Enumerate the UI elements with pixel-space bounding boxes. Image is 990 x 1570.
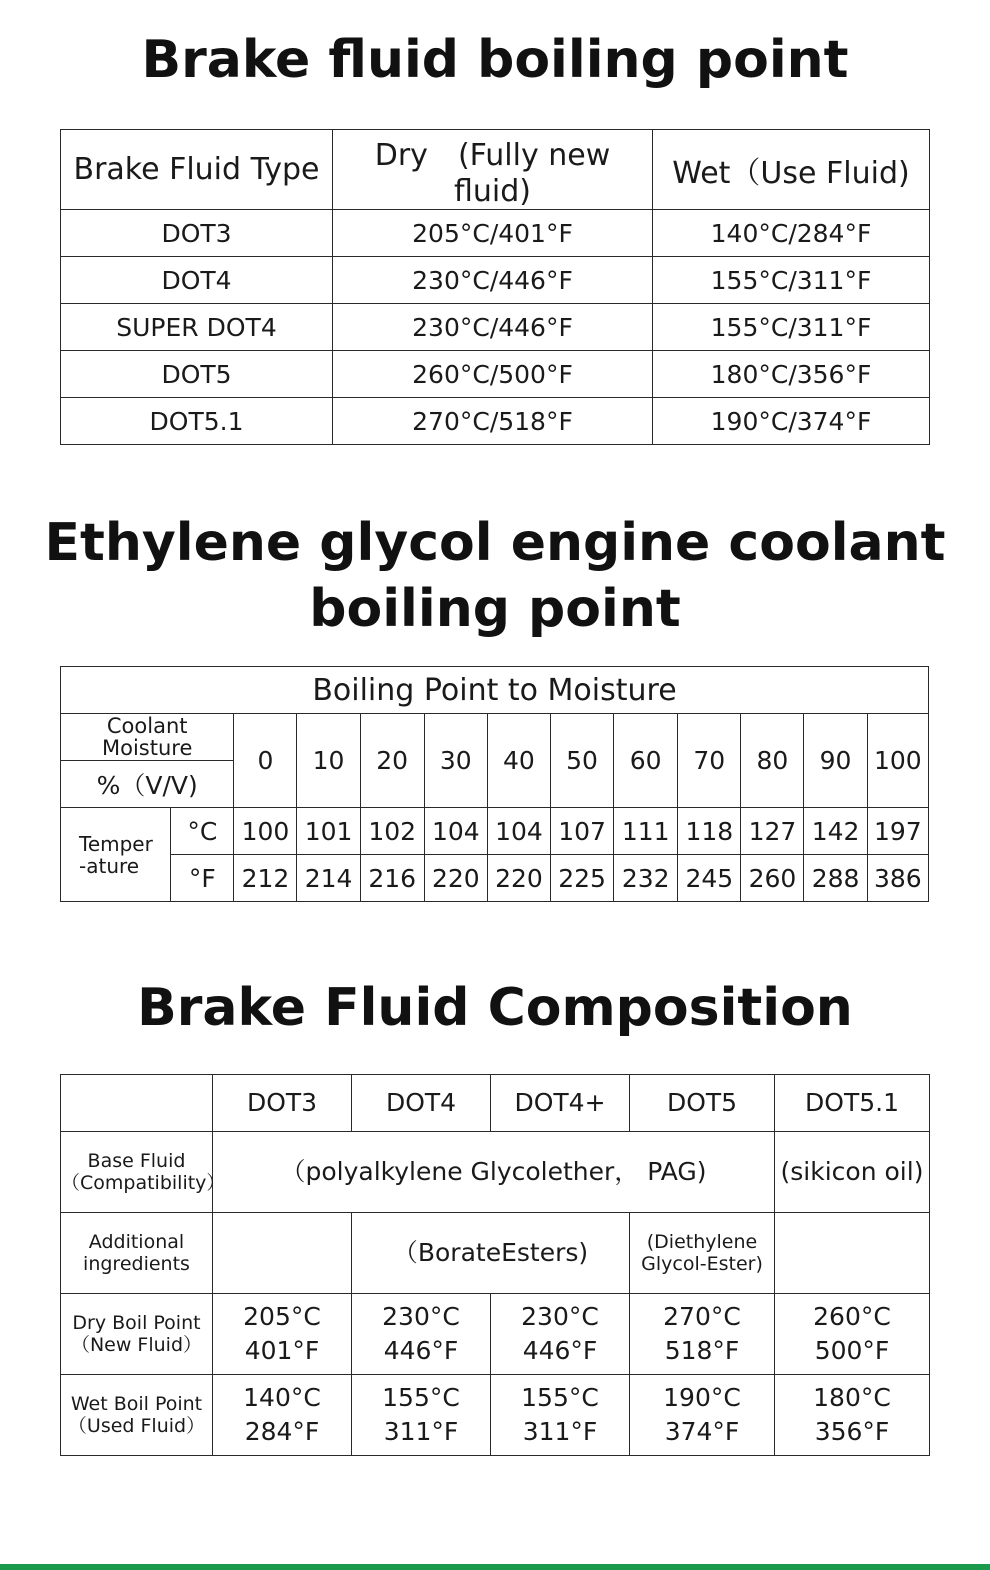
fahrenheit-cell: 232 [614,855,678,902]
table-row [61,1213,930,1294]
base-fluid-pag-cell: （polyalkylene Glycolether， PAG) [213,1132,775,1213]
wet-label-line1: Wet Boil Point [70,1393,203,1415]
dry-f-value: 446°F [522,1336,598,1365]
coolant-boiling-point-table [60,666,929,902]
fahrenheit-cell: 260 [741,855,804,902]
dry-value-cell [213,1294,352,1375]
table-row [61,1375,930,1456]
dry-value-cell: 230°C/446°F [333,257,653,304]
diethylene-line2: Glycol-Ester) [641,1253,763,1275]
column-header: DOT3 [213,1075,352,1132]
brake-fluid-boiling-point-title: Brake fluid boiling point [141,30,849,90]
table-row [61,1132,930,1213]
brake-fluid-composition-title: Brake Fluid Composition [137,978,853,1038]
dry-value-cell [491,1294,630,1375]
column-header: DOT4+ [491,1075,630,1132]
table-row [61,257,930,304]
celsius-cell: 100 [234,808,297,855]
boiling-point-to-moisture-header: Boiling Point to Moisture [61,667,929,714]
wet-label-line2: （Used Fluid） [67,1415,206,1437]
coolant-title-line2: boiling point [309,579,681,639]
column-header: DOT5.1 [775,1075,930,1132]
fahrenheit-cell: 245 [678,855,741,902]
base-fluid-label-line2: （Compatibility） [61,1172,226,1194]
celsius-unit: °C [171,808,234,855]
fluid-type-cell: SUPER DOT4 [61,304,333,351]
celsius-cell: 101 [297,808,360,855]
fahrenheit-unit: °F [171,855,234,902]
dry-f-value: 518°F [664,1336,740,1365]
wet-c-value: 180°C [813,1383,891,1412]
wet-c-value: 140°C [243,1383,321,1412]
wet-c-value: 155°C [521,1383,599,1412]
table-row [61,398,930,445]
fahrenheit-cell: 214 [297,855,360,902]
dry-c-value: 230°C [382,1302,460,1331]
moisture-cell: 30 [424,714,487,808]
celsius-cell: 104 [424,808,487,855]
coolant-moisture-label [61,714,234,761]
wet-value-cell: 155°C/311°F [653,257,930,304]
celsius-cell: 102 [360,808,424,855]
moisture-cell: 40 [487,714,550,808]
dry-f-value: 500°F [814,1336,890,1365]
celsius-cell: 197 [867,808,928,855]
moisture-cell: 20 [360,714,424,808]
celsius-cell: 127 [741,808,804,855]
table-row [61,351,930,398]
table-row [61,808,929,855]
fahrenheit-cell: 212 [234,855,297,902]
celsius-cell: 111 [614,808,678,855]
base-fluid-silicon-cell: (sikicon oil) [775,1132,930,1213]
wet-value-cell [213,1375,352,1456]
dry-f-value: 401°F [244,1336,320,1365]
table-row [61,714,929,761]
dry-c-value: 270°C [663,1302,741,1331]
table-header-row [61,130,930,210]
table-header-row [61,1075,930,1132]
dry-value-cell: 260°C/500°F [333,351,653,398]
table-row [61,304,930,351]
wet-value-cell: 180°C/356°F [653,351,930,398]
moisture-cell: 80 [741,714,804,808]
table-header-row [61,667,929,714]
additional-label-line2: ingredients [83,1253,190,1275]
header-cell: Wet（Use Fluid) [653,130,930,210]
header-cell: Dry (Fully new fluid) [333,130,653,210]
bottom-accent-line [0,1564,990,1570]
wet-value-cell [630,1375,775,1456]
column-header: DOT4 [352,1075,491,1132]
dry-value-cell [352,1294,491,1375]
empty-cell [775,1213,930,1294]
brake-fluid-composition-table [60,1074,930,1456]
dry-value-cell: 270°C/518°F [333,398,653,445]
moisture-cell: 10 [297,714,360,808]
dry-c-value: 260°C [813,1302,891,1331]
empty-cell [213,1213,352,1294]
celsius-cell: 142 [804,808,867,855]
fahrenheit-cell: 386 [867,855,928,902]
coolant-label-line1: Coolant [106,714,188,738]
wet-value-cell: 140°C/284°F [653,210,930,257]
column-header: DOT5 [630,1075,775,1132]
diethylene-line1: (Diethylene [646,1231,758,1253]
moisture-cell: 70 [678,714,741,808]
fahrenheit-cell: 220 [487,855,550,902]
dry-label-line2: （New Fluid） [70,1334,203,1356]
wet-c-value: 155°C [382,1383,460,1412]
dry-value-cell [775,1294,930,1375]
wet-value-cell: 155°C/311°F [653,304,930,351]
coolant-boiling-point-title [0,510,990,642]
wet-f-value: 374°F [664,1417,740,1446]
header-cell: Brake Fluid Type [61,130,333,210]
temp-label-line2: -ature [79,853,140,878]
wet-f-value: 311°F [383,1417,459,1446]
unit-label: %（V/V) [61,761,234,808]
diethylene-cell [630,1213,775,1294]
dry-value-cell: 205°C/401°F [333,210,653,257]
dry-f-value: 446°F [383,1336,459,1365]
moisture-cell: 0 [234,714,297,808]
wet-value-cell [352,1375,491,1456]
wet-f-value: 284°F [244,1417,320,1446]
wet-value-cell: 190°C/374°F [653,398,930,445]
dry-label-line1: Dry Boil Point [72,1312,201,1334]
table-row [61,1294,930,1375]
wet-c-value: 190°C [663,1383,741,1412]
wet-value-cell [491,1375,630,1456]
wet-f-value: 356°F [814,1417,890,1446]
fahrenheit-cell: 225 [550,855,613,902]
base-fluid-label [61,1132,226,1213]
wet-boil-point-label [61,1375,213,1456]
fluid-type-cell: DOT3 [61,210,333,257]
fluid-type-cell: DOT4 [61,257,333,304]
fahrenheit-cell: 288 [804,855,867,902]
celsius-cell: 118 [678,808,741,855]
fahrenheit-cell: 220 [424,855,487,902]
moisture-cell: 90 [804,714,867,808]
celsius-cell: 104 [487,808,550,855]
additional-ingredients-label [61,1213,213,1294]
moisture-cell: 50 [550,714,613,808]
moisture-cell: 100 [867,714,928,808]
base-fluid-label-line1: Base Fluid [87,1150,186,1172]
wet-value-cell [775,1375,930,1456]
coolant-label-line2: Moisture [101,736,193,760]
dry-value-cell [630,1294,775,1375]
additional-label-line1: Additional [88,1231,185,1253]
coolant-title-line1: Ethylene glycol engine coolant [44,513,946,573]
temp-label-line1: Temper [79,831,153,856]
brake-fluid-boiling-point-table [60,129,930,445]
dry-c-value: 205°C [243,1302,321,1331]
dry-boil-point-label [61,1294,213,1375]
celsius-cell: 107 [550,808,613,855]
fluid-type-cell: DOT5.1 [61,398,333,445]
dry-value-cell: 230°C/446°F [333,304,653,351]
table-row [61,855,929,902]
table-row [61,210,930,257]
empty-corner-cell [61,1075,213,1132]
borate-esters-cell: （BorateEsters) [352,1213,630,1294]
dry-c-value: 230°C [521,1302,599,1331]
fluid-type-cell: DOT5 [61,351,333,398]
wet-f-value: 311°F [522,1417,598,1446]
temperature-label [61,808,171,902]
fahrenheit-cell: 216 [360,855,424,902]
moisture-cell: 60 [614,714,678,808]
